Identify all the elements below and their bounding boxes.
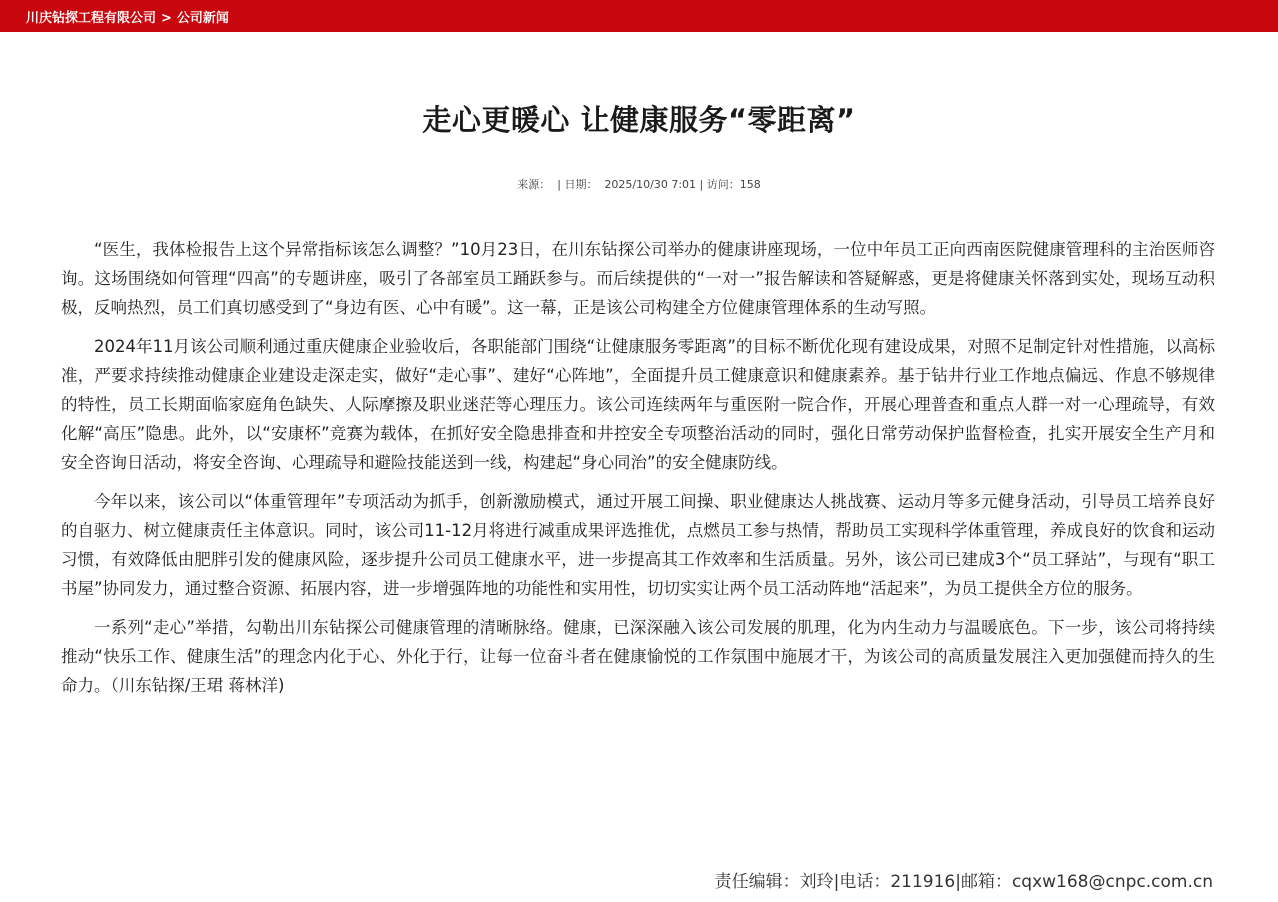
breadcrumb-link-news[interactable]: 公司新闻 bbox=[176, 11, 229, 26]
article-paragraph: 一系列“走心”举措，勾勒出川东钻探公司健康管理的清晰脉络。健康，已深深融入该公司发展的肌理，化为内生动力与温暖底色。下一步，该公司将持续推动“快乐工作、健康生活”的理念内化于心、外化于行，让每一位奋斗者在健康愉悦的工作氛围中施展才干，为该公司的高质量发展注入更加强健而持久的生命力。（川东钻探/王珺 蒋林洋) bbox=[61, 618, 1215, 695]
article-title: 走心更暖心 让健康服务“零距离” bbox=[422, 103, 856, 137]
breadcrumb-separator: > bbox=[161, 11, 172, 26]
article-paragraph: “医生，我体检报告上这个异常指标该怎么调整？”10月23日，在川东钻探公司举办的健康讲座现场，一位中年员工正向西南医院健康管理科的主治医师咨询。这场围绕如何管理“四高”的专题讲座，吸引了各部室员工踊跃参与。而后续提供的“一对一”报告解读和答疑解惑，更是将健康关怀落到实处，现场互动积极，反响热烈，员工们真切感受到了“身边有医、心中有暖”。这一幕，正是该公司构建全方位健康管理体系的生动写照。 bbox=[61, 240, 1215, 317]
article-body bbox=[61, 235, 1215, 710]
breadcrumb-link-company[interactable]: 川庆钻探工程有限公司 bbox=[26, 11, 157, 26]
header-bar bbox=[0, 0, 1278, 32]
article-paragraph: 2024年11月该公司顺利通过重庆健康企业验收后，各职能部门围绕“让健康服务零距离”的目标不断优化现有建设成果，对照不足制定针对性措施，以高标准，严要求持续推动健康企业建设走深走实，做好“走心事”、建好“心阵地”，全面提升员工健康意识和健康素养。基于钻井行业工作地点偏远、作息不够规律的特性，员工长期面临家庭角色缺失、人际摩擦及职业迷茫等心理压力。该公司连续两年与重医附一院合作，开展心理普查和重点人群一对一心理疏导，有效化解“高压”隐患。此外，以“安康杯”竞赛为载体，在抓好安全隐患排查和井控安全专项整治活动的同时，强化日常劳动保护监督检查，扎实开展安全生产月和安全咨询日活动，将安全咨询、心理疏导和避险技能送到一线，构建起“身心同治”的安全健康防线。 bbox=[61, 337, 1215, 472]
article-meta: 来源： | 日期： 2025/10/30 7:01 | 访问：158 bbox=[517, 178, 761, 191]
editor-info: 责任编辑：刘玲|电话：211916|邮箱：cqxw168@cnpc.com.cn bbox=[714, 872, 1213, 892]
article-paragraph: 今年以来，该公司以“体重管理年”专项活动为抓手，创新激励模式，通过开展工间操、职业健康达人挑战赛、运动月等多元健身活动，引导员工培养良好的自驱力、树立健康责任主体意识。同时，该公司11-12月将进行减重成果评选推优，点燃员工参与热情，帮助员工实现科学体重管理，养成良好的饮食和运动习惯，有效降低由肥胖引发的健康风险，逐步提升公司员工健康水平，进一步提高其工作效率和生活质量。另外，该公司已建成3个“员工驿站”，与现有“职工书屋”协同发力，通过整合资源、拓展内容，进一步增强阵地的功能性和实用性，切切实实让两个员工活动阵地“活起来”，为员工提供全方位的服务。 bbox=[61, 492, 1215, 598]
breadcrumb bbox=[26, 7, 229, 26]
